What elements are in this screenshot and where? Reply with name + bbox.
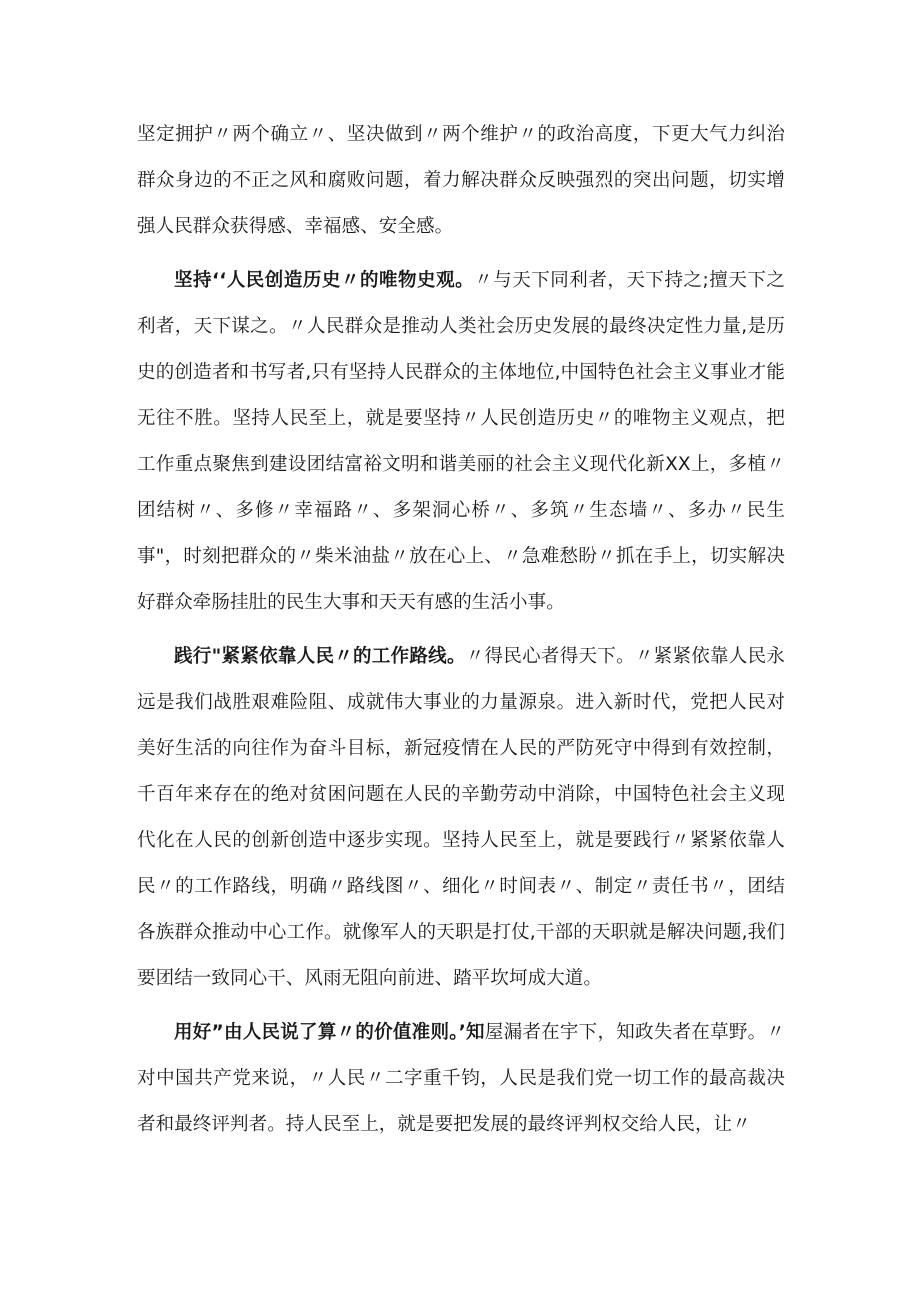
paragraph-4-heading: 用好”由人民说了算〃的价值准则。’知: [174, 1022, 485, 1043]
document-body: [137, 112, 785, 1148]
paragraph-3: [137, 634, 785, 1002]
paragraph-3-heading: 践行"紧紧依靠人民〃的工作路线。: [174, 646, 466, 667]
paragraph-1: [137, 112, 785, 250]
paragraph-2: [137, 258, 785, 626]
paragraph-3-text: 〃得民心者得天下。〃紧紧依靠人民永远是我们战胜艰难险阻、成就伟大事业的力量源泉。进入新时代，党把人民对美好生活的向往作为奋斗目标，新冠疫情在人民的严防死守中得到有效控制，千百年来存在的绝对贫困问题在人民的辛勤劳动中消除，中国特色社会主义现代化在人民的创新创造中逐步实现。坚持人民至上，就是要践行〃紧紧依靠人民〃的工作路线，明确〃路线图〃、细化〃时间表〃、制定〃责任书〃，团结各族群众推动中心工作。就像军人的天职是打仗,干部的天职就是解决问题,我们要团结一致同心干、风雨无阻向前进、踏平坎坷成大道。: [137, 646, 785, 989]
paragraph-2-heading: 坚持‘‘人民创造历史〃的唯物史观。: [174, 270, 475, 291]
paragraph-1-text: 坚定拥护〃两个确立〃、坚决做到〃两个维护〃的政治高度，下更大气力纠治群众身边的不正之风和腐败问题，着力解决群众反映强烈的突出问题，切实增强人民群众获得感、幸福感、安全感。: [137, 124, 785, 237]
paragraph-4: [137, 1010, 785, 1148]
paragraph-2-text: 〃与天下同利者，天下持之;擅天下之利者，天下谋之。〃人民群众是推动人类社会历史发展的最终决定性力量,是历史的创造者和书写者,只有坚持人民群众的主体地位,中国特色社会主义事业才能无往不胜。坚持人民至上，就是要坚持〃人民创造历史〃的唯物主义观点，把工作重点聚焦到建设团结富裕文明和谐美丽的社会主义现代化新XX上，多植〃团结树〃、多修〃幸福路〃、多架洞心桥〃、多筑〃生态墙〃、多办〃民生事"，时刻把群众的〃柴米油盐〃放在心上、〃急难愁盼〃抓在手上，切实解决好群众牵肠挂肚的民生大事和天天有感的生活小事。: [137, 270, 785, 613]
paragraph-4-text: 屋漏者在宇下，知政失者在草野。〃对中国共产党来说，〃人民〃二字重千钧，人民是我们党一切工作的最高裁决者和最终评判者。持人民至上，就是要把发展的最终评判权交给人民，让〃: [137, 1022, 785, 1135]
